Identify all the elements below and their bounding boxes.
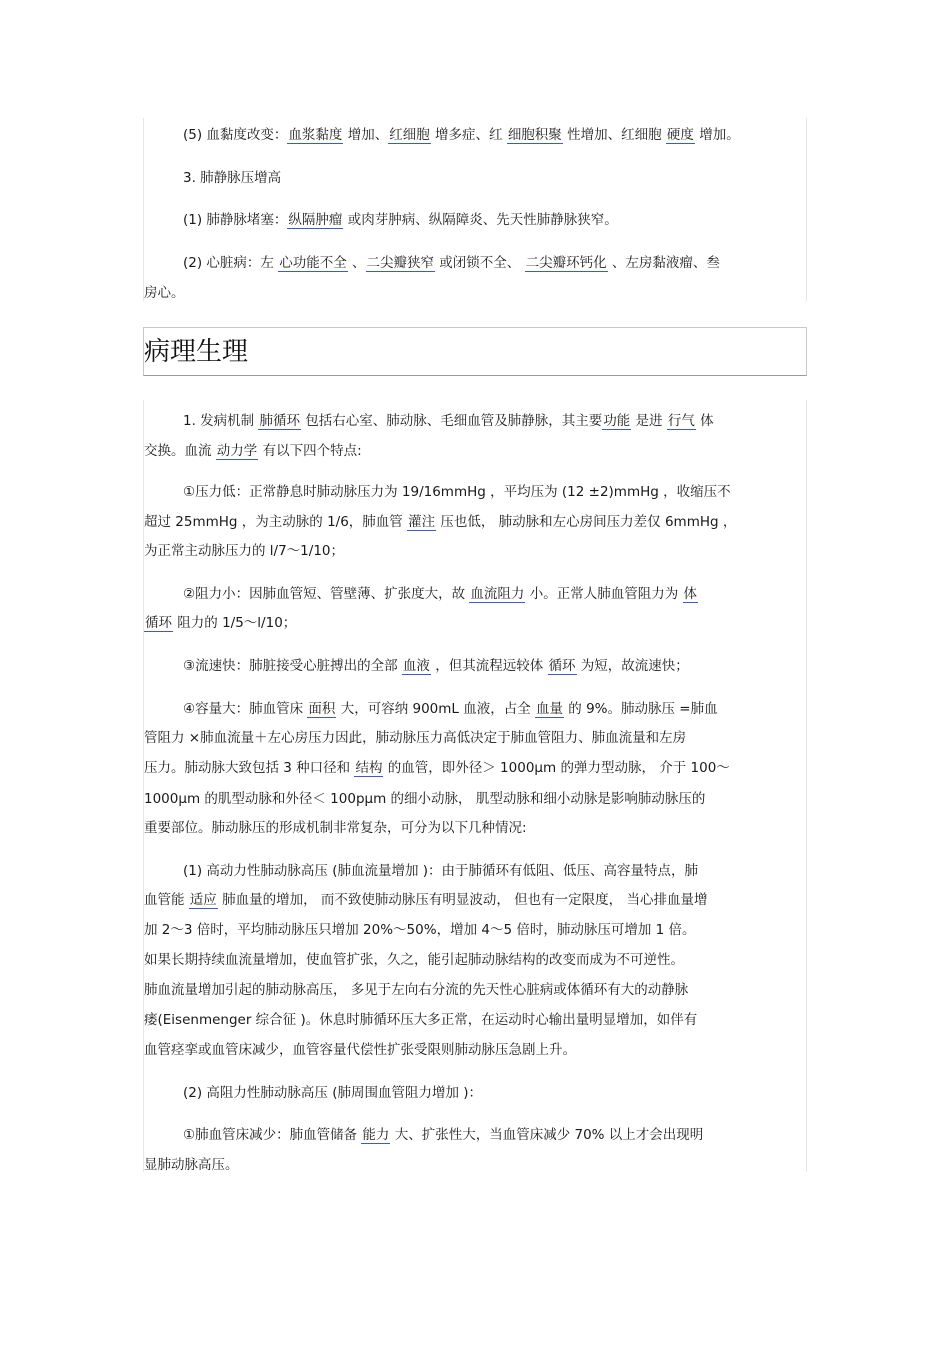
paragraph-vascular-bed (144, 1120, 808, 1150)
text: 增加、 (343, 127, 389, 143)
text: ①肺血管床减少：肺血管储备 (183, 1127, 362, 1143)
section-pathophysiology (143, 400, 807, 1172)
hyperlink[interactable]: 二尖瓣狭窄 (366, 255, 435, 271)
text: 增多症、红 (430, 127, 507, 143)
page-heading: 病理生理 (144, 337, 249, 367)
hyperlink[interactable]: 红细胞 (389, 127, 430, 143)
paragraph-fast-flow (144, 651, 808, 681)
text: 有以下四个特点: (258, 443, 362, 459)
hyperlink[interactable]: 血浆黏度 (288, 127, 343, 143)
hyperlink[interactable]: 结构 (355, 760, 383, 776)
hyperlink[interactable]: 血液 (402, 658, 430, 674)
paragraph-low-pressure: ①压力低：正常静息时肺动脉压力为 19/16mmHg ，平均压为 (12 ±2)mmHg ，收缩压不 (183, 484, 731, 500)
section-blood-viscosity (143, 118, 807, 301)
text: 增加。 (694, 127, 740, 143)
paragraph-venous-obstruction (144, 205, 808, 235)
text: 大、扩张性大，当血管床减少 70% 以上才会出现明 (390, 1127, 704, 1143)
text: 压也低， 肺动脉和左心房间压力差仅 6mmHg ， (436, 514, 737, 530)
paragraph-low-pressure-2 (144, 507, 808, 537)
hyperlink[interactable]: 细胞积聚 (507, 127, 562, 143)
paragraph-hyperdynamic: (1) 高动力性肺动脉高压 (肺血流量增加 )：由于肺循环有低阻、低压、高容量特点，肺 (183, 863, 699, 879)
text: 交换。血流 (144, 443, 216, 459)
text: ③流速快：肺脏接受心脏搏出的全部 (183, 658, 402, 674)
paragraph-low-resistance (144, 579, 808, 609)
paragraph-viscosity (144, 120, 808, 150)
subheading-pulmonary-venous: 3. 肺静脉压增高 (183, 170, 282, 186)
paragraph-high-resistance: (2) 高阻力性肺动脉高压 (肺周围血管阻力增加 )： (183, 1085, 483, 1101)
hyperlink[interactable]: 动力学 (216, 443, 258, 459)
text: 或肉芽肿病、纵隔障炎、先天性肺静脉狭窄。 (343, 212, 618, 228)
text: 或闭锁不全、 (435, 255, 525, 271)
paragraph-hyperdynamic-5: 肺血流量增加引起的肺动脉高压， 多见于左向右分流的先天性心脏病或体循环有大的动静脉 (144, 982, 689, 998)
hyperlink[interactable]: 功能 (603, 413, 631, 429)
hyperlink[interactable]: 面积 (308, 701, 336, 717)
paragraph-large-capacity-5: 重要部位。肺动脉压的形成机制非常复杂，可分为以下几种情况: (144, 820, 527, 836)
hyperlink[interactable]: 二尖瓣环钙化 (525, 255, 607, 271)
text: 体 (695, 413, 714, 429)
text: 性增加、红细胞 (562, 127, 666, 143)
hyperlink[interactable]: 能力 (362, 1127, 390, 1143)
text: 阻力的 1/5～l/10； (173, 615, 297, 631)
text: 、 (347, 255, 366, 271)
text: 小。正常人肺血管阻力为 (525, 586, 683, 602)
text: 是进 (631, 413, 667, 429)
hyperlink[interactable]: 适应 (189, 892, 217, 908)
text: 大，可容纳 900mL 血液，占全 (336, 701, 536, 717)
paragraph-large-capacity-4: 1000μm 的肌型动脉和外径＜ 100pμm 的细小动脉， 肌型动脉和细小动脉是影响肺动脉压的 (144, 791, 706, 807)
paragraph-large-capacity (144, 694, 808, 724)
text: 、左房黏液瘤、叁 (607, 255, 720, 271)
paragraph-large-capacity-3 (144, 753, 808, 783)
paragraph-mechanism (144, 406, 808, 436)
paragraph-low-resistance-2 (144, 608, 808, 638)
paragraph-hyperdynamic-6: 瘘(Eisenmenger 综合征 )。休息时肺循环压大多正常，在运动时心输出量明显增加，如伴有 (144, 1012, 698, 1028)
hyperlink[interactable]: 血量 (536, 701, 564, 717)
text: 肺血量的增加， 而不致使肺动脉压有明显波动， 但也有一定限度， 当心排血量增 (217, 892, 708, 908)
paragraph-heart-disease (144, 248, 808, 278)
text: 包括右心室、肺动脉、毛细血管及肺静脉，其主要 (300, 413, 603, 429)
text: ④容量大：肺血管床 (183, 701, 308, 717)
hyperlink[interactable]: 灌注 (408, 514, 436, 530)
text: 的 9%。肺动脉压 =肺血 (564, 701, 718, 717)
hyperlink[interactable]: 体 (683, 586, 697, 602)
hyperlink[interactable]: 心功能不全 (279, 255, 347, 271)
paragraph-vascular-bed-2: 显肺动脉高压。 (144, 1157, 239, 1173)
hyperlink[interactable]: 肺循环 (259, 413, 300, 429)
text: ，但其流程远较体 (430, 658, 548, 674)
text: 为短，故流速快； (576, 658, 689, 674)
paragraph-heart-disease-cont: 房心。 (144, 285, 185, 301)
text: 压力。肺动脉大致包括 3 种口径和 (144, 760, 355, 776)
section-heading-box (143, 327, 807, 376)
text: (2) 心脏病：左 (183, 255, 279, 271)
hyperlink[interactable]: 循环 (145, 615, 172, 631)
text: 超过 25mmHg ，为主动脉的 1/6，肺血管 (144, 514, 408, 530)
text: (5) 血黏度改变： (183, 127, 288, 143)
hyperlink[interactable]: 血流阻力 (470, 586, 525, 602)
paragraph-hyperdynamic-2 (144, 885, 808, 915)
hyperlink[interactable]: 行气 (667, 413, 695, 429)
text: 血管能 (144, 892, 189, 908)
paragraph-mechanism-cont (144, 436, 808, 466)
text: (1) 肺静脉堵塞： (183, 212, 288, 228)
hyperlink[interactable]: 纵隔肿瘤 (288, 212, 343, 228)
paragraph-low-pressure-3: 为正常主动脉压力的 l/7～1/10； (144, 543, 344, 559)
hyperlink[interactable]: 硬度 (666, 127, 694, 143)
paragraph-hyperdynamic-4: 如果长期持续血流量增加，使血管扩张，久之，能引起肺动脉结构的改变而成为不可逆性。 (144, 952, 684, 968)
text: ②阻力小：因肺血管短、管壁薄、扩张度大，故 (183, 586, 470, 602)
paragraph-large-capacity-2: 管阻力 ×肺血流量＋左心房压力因此，肺动脉压力高低决定于肺血管阻力、肺血流量和左房 (144, 730, 687, 746)
text: 的血管，即外径＞ 1000μm 的弹力型动脉， 介于 100～ (383, 760, 730, 776)
paragraph-hyperdynamic-7: 血管痉挛或血管床减少，血管容量代偿性扩张受限则肺动脉压急剧上升。 (144, 1042, 576, 1058)
paragraph-hyperdynamic-3: 加 2～3 倍时，平均肺动脉压只增加 20%～50%，增加 4～5 倍时，肺动脉压可增加 1 倍。 (144, 922, 696, 938)
hyperlink[interactable]: 循环 (548, 658, 576, 674)
text: 1. 发病机制 (183, 413, 259, 429)
